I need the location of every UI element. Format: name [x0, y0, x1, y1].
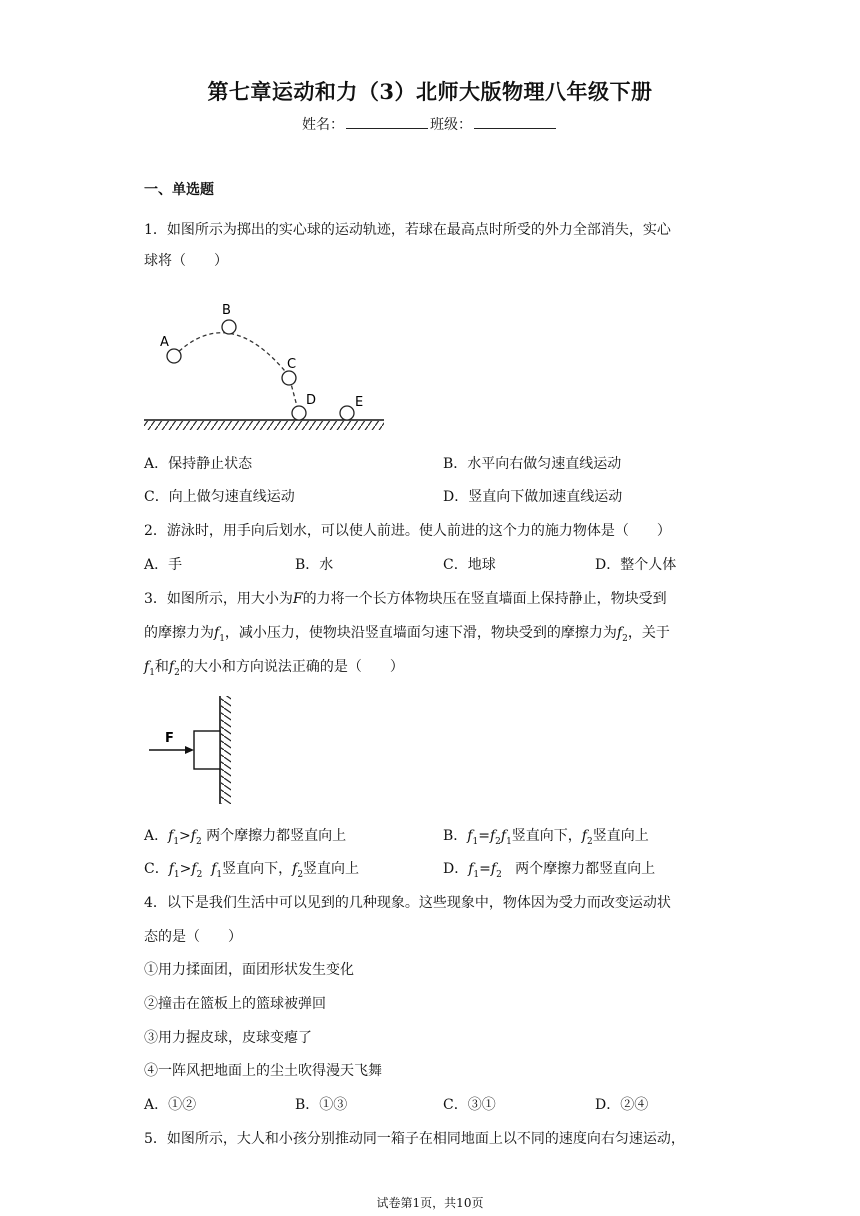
q4-option-a[interactable]: A．①②	[144, 1097, 197, 1113]
q4-stem-line2: 态的是（ ）	[144, 929, 242, 945]
q3-option-c[interactable]: C．$f_1>f_2$ $f_1$竖直向下，$f_2$竖直向上	[144, 861, 360, 880]
q1-stem-line1: 1．如图所示为掷出的实心球的运动轨迹，若球在最高点时所受的外力全部消失，实心	[144, 222, 671, 238]
label-a: A	[160, 335, 169, 350]
page-footer: 试卷第1页，共10页	[376, 1196, 484, 1210]
q1-option-a[interactable]: A．保持静止状态	[144, 456, 253, 472]
label-b: B	[222, 303, 231, 318]
ball-e	[340, 406, 354, 420]
q4-item-3: ③用力握皮球，皮球变瘪了	[144, 1030, 312, 1046]
q1-trajectory-figure	[144, 296, 390, 438]
q3-option-d[interactable]: D．$f_1=f_2$ 两个摩擦力都竖直向上	[443, 861, 656, 880]
q2-option-d[interactable]: D．整个人体	[595, 557, 677, 573]
ball-c	[282, 371, 296, 385]
label-c: C	[287, 357, 297, 372]
q3-option-a[interactable]: A．$f_1>f_2$ 两个摩擦力都竖直向上	[144, 828, 347, 847]
wall-hatch	[221, 696, 231, 804]
force-label: F	[165, 731, 174, 746]
q3-stem-line3: $f_1$和$f_2$的大小和方向说法正确的是（ ）	[144, 659, 404, 678]
ball-a	[167, 349, 181, 363]
q3-stem-line1: 3．如图所示，用大小为F的力将一个长方体物块压在竖直墙面上保持静止，物块受到	[144, 591, 667, 607]
trajectory-path	[174, 333, 299, 414]
page-title: 第七章运动和力（3）北师大版物理八年级下册	[207, 79, 653, 104]
ground-hatch	[144, 421, 384, 430]
force-arrow-head	[185, 746, 194, 754]
class-label: 班级：	[430, 117, 472, 133]
q2-stem: 2．游泳时，用手向后划水，可以使人前进。使人前进的这个力的施力物体是（ ）	[144, 523, 671, 539]
ball-d	[292, 406, 306, 420]
q4-option-b[interactable]: B．①③	[295, 1097, 348, 1113]
name-blank[interactable]	[346, 116, 428, 129]
q3-option-b[interactable]: B．$f_1=f_2f_1$竖直向下，$f_2$竖直向上	[443, 828, 649, 847]
label-e: E	[355, 395, 364, 410]
q3-stem-line2: 的摩擦力为$f_1$，减小压力，使物块沿竖直墙面匀速下滑，物块受到的摩擦力为$f_2$，关于	[144, 625, 670, 644]
student-info	[0, 114, 860, 134]
q4-stem-line1: 4．以下是我们生活中可以见到的几种现象。这些现象中，物体因为受力而改变运动状	[144, 895, 671, 911]
q3-block-wall-figure	[144, 694, 244, 806]
q2-option-a[interactable]: A．手	[144, 557, 183, 573]
q1-option-c[interactable]: C．向上做匀速直线运动	[144, 489, 295, 505]
q4-item-1: ①用力揉面团，面团形状发生变化	[144, 962, 354, 978]
q5-stem-line1: 5．如图所示，大人和小孩分别推动同一箱子在相同地面上以不同的速度向右匀速运动，	[144, 1131, 685, 1147]
ball-b	[222, 320, 236, 334]
q1-stem-line2: 球将（ ）	[144, 253, 228, 269]
label-d: D	[306, 393, 317, 408]
section-heading: 一、单选题	[144, 182, 214, 198]
q4-option-c[interactable]: C．③①	[443, 1097, 496, 1113]
q4-option-d[interactable]: D．②④	[595, 1097, 649, 1113]
q4-item-2: ②撞击在篮板上的篮球被弹回	[144, 996, 326, 1012]
q2-option-b[interactable]: B．水	[295, 557, 334, 573]
class-blank[interactable]	[474, 116, 556, 129]
name-label: 姓名：	[302, 117, 344, 133]
q1-option-d[interactable]: D．竖直向下做加速直线运动	[443, 489, 623, 505]
q2-option-c[interactable]: C．地球	[443, 557, 496, 573]
block	[194, 731, 220, 769]
q4-item-4: ④一阵风把地面上的尘土吹得漫天飞舞	[144, 1063, 382, 1079]
q1-option-b[interactable]: B．水平向右做匀速直线运动	[443, 456, 622, 472]
